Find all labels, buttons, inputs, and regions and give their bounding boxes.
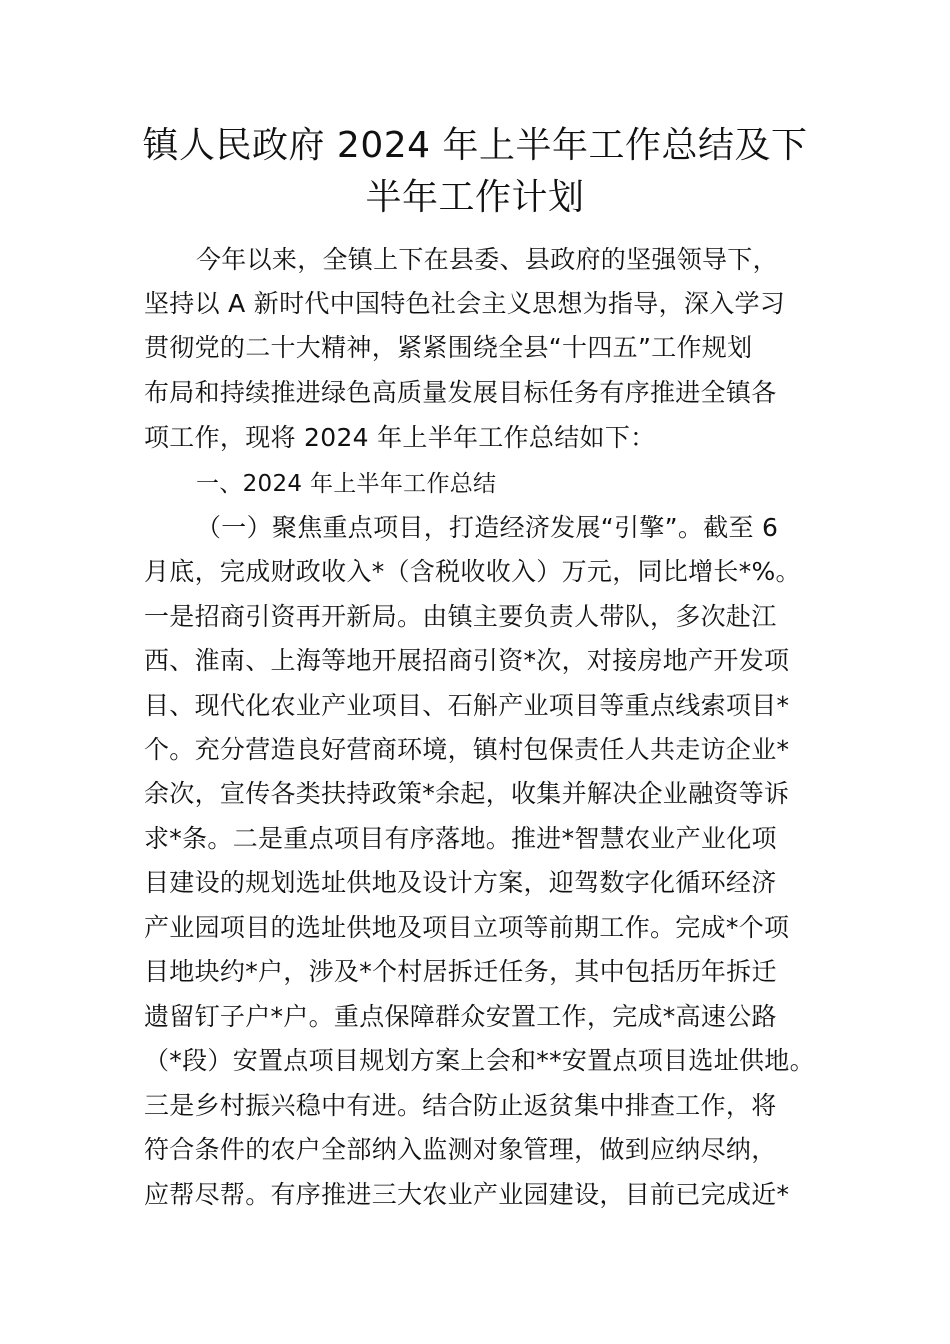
- document-title-line-2: 半年工作计划: [365, 177, 585, 218]
- body-paragraph-line: 应帮尽帮。有序推进三大农业产业园建设，目前已完成近*: [144, 1180, 790, 1209]
- body-paragraph-line: 求*条。二是重点项目有序落地。推进*智慧农业产业化项: [144, 824, 777, 853]
- body-paragraph-line: （一）聚焦重点项目，打造经济发展“引擎”。截至 6: [196, 513, 779, 542]
- body-paragraph-line: （*段）安置点项目规划方案上会和**安置点项目选址供地。: [144, 1046, 815, 1075]
- section-heading: 一、2024 年上半年工作总结: [196, 471, 497, 497]
- body-paragraph-line: 产业园项目的选址供地及项目立项等前期工作。完成*个项: [144, 913, 790, 942]
- intro-paragraph-line: 今年以来，全镇上下在县委、县政府的坚强领导下，: [196, 245, 778, 274]
- body-paragraph-line: 目、现代化农业产业项目、石斛产业项目等重点线索项目*: [144, 691, 790, 720]
- body-paragraph-line: 目建设的规划选址供地及设计方案，迎驾数字化循环经济: [144, 868, 777, 897]
- intro-paragraph-line: 项工作，现将 2024 年上半年工作总结如下：: [144, 423, 656, 452]
- body-paragraph-line: 目地块约*户，涉及*个村居拆迁任务，其中包括历年拆迁: [144, 957, 777, 986]
- document-title-line-1: 镇人民政府 2024 年上半年工作总结及下: [142, 125, 808, 166]
- body-paragraph-line: 遗留钉子户*户。重点保障群众安置工作，完成*高速公路: [144, 1002, 777, 1031]
- intro-paragraph-line: 贯彻党的二十大精神，紧紧围绕全县“十四五”工作规划: [144, 333, 753, 362]
- body-paragraph-line: 一是招商引资再开新局。由镇主要负责人带队，多次赴江: [144, 602, 777, 631]
- intro-paragraph-line: 布局和持续推进绿色高质量发展目标任务有序推进全镇各: [144, 378, 777, 407]
- body-paragraph-line: 个。充分营造良好营商环境，镇村包保责任人共走访企业*: [144, 735, 790, 764]
- body-paragraph-line: 余次，宣传各类扶持政策*余起，收集并解决企业融资等诉: [144, 779, 790, 808]
- body-paragraph-line: 符合条件的农户全部纳入监测对象管理，做到应纳尽纳，: [144, 1135, 777, 1164]
- intro-paragraph-line: 坚持以 A 新时代中国特色社会主义思想为指导，深入学习: [144, 289, 786, 318]
- body-paragraph-line: 三是乡村振兴稳中有进。结合防止返贫集中排查工作，将: [144, 1091, 777, 1120]
- body-paragraph-line: 西、淮南、上海等地开展招商引资*次，对接房地产开发项: [144, 646, 790, 675]
- body-paragraph-line: 月底，完成财政收入*（含税收收入）万元，同比增长*%。: [144, 557, 801, 586]
